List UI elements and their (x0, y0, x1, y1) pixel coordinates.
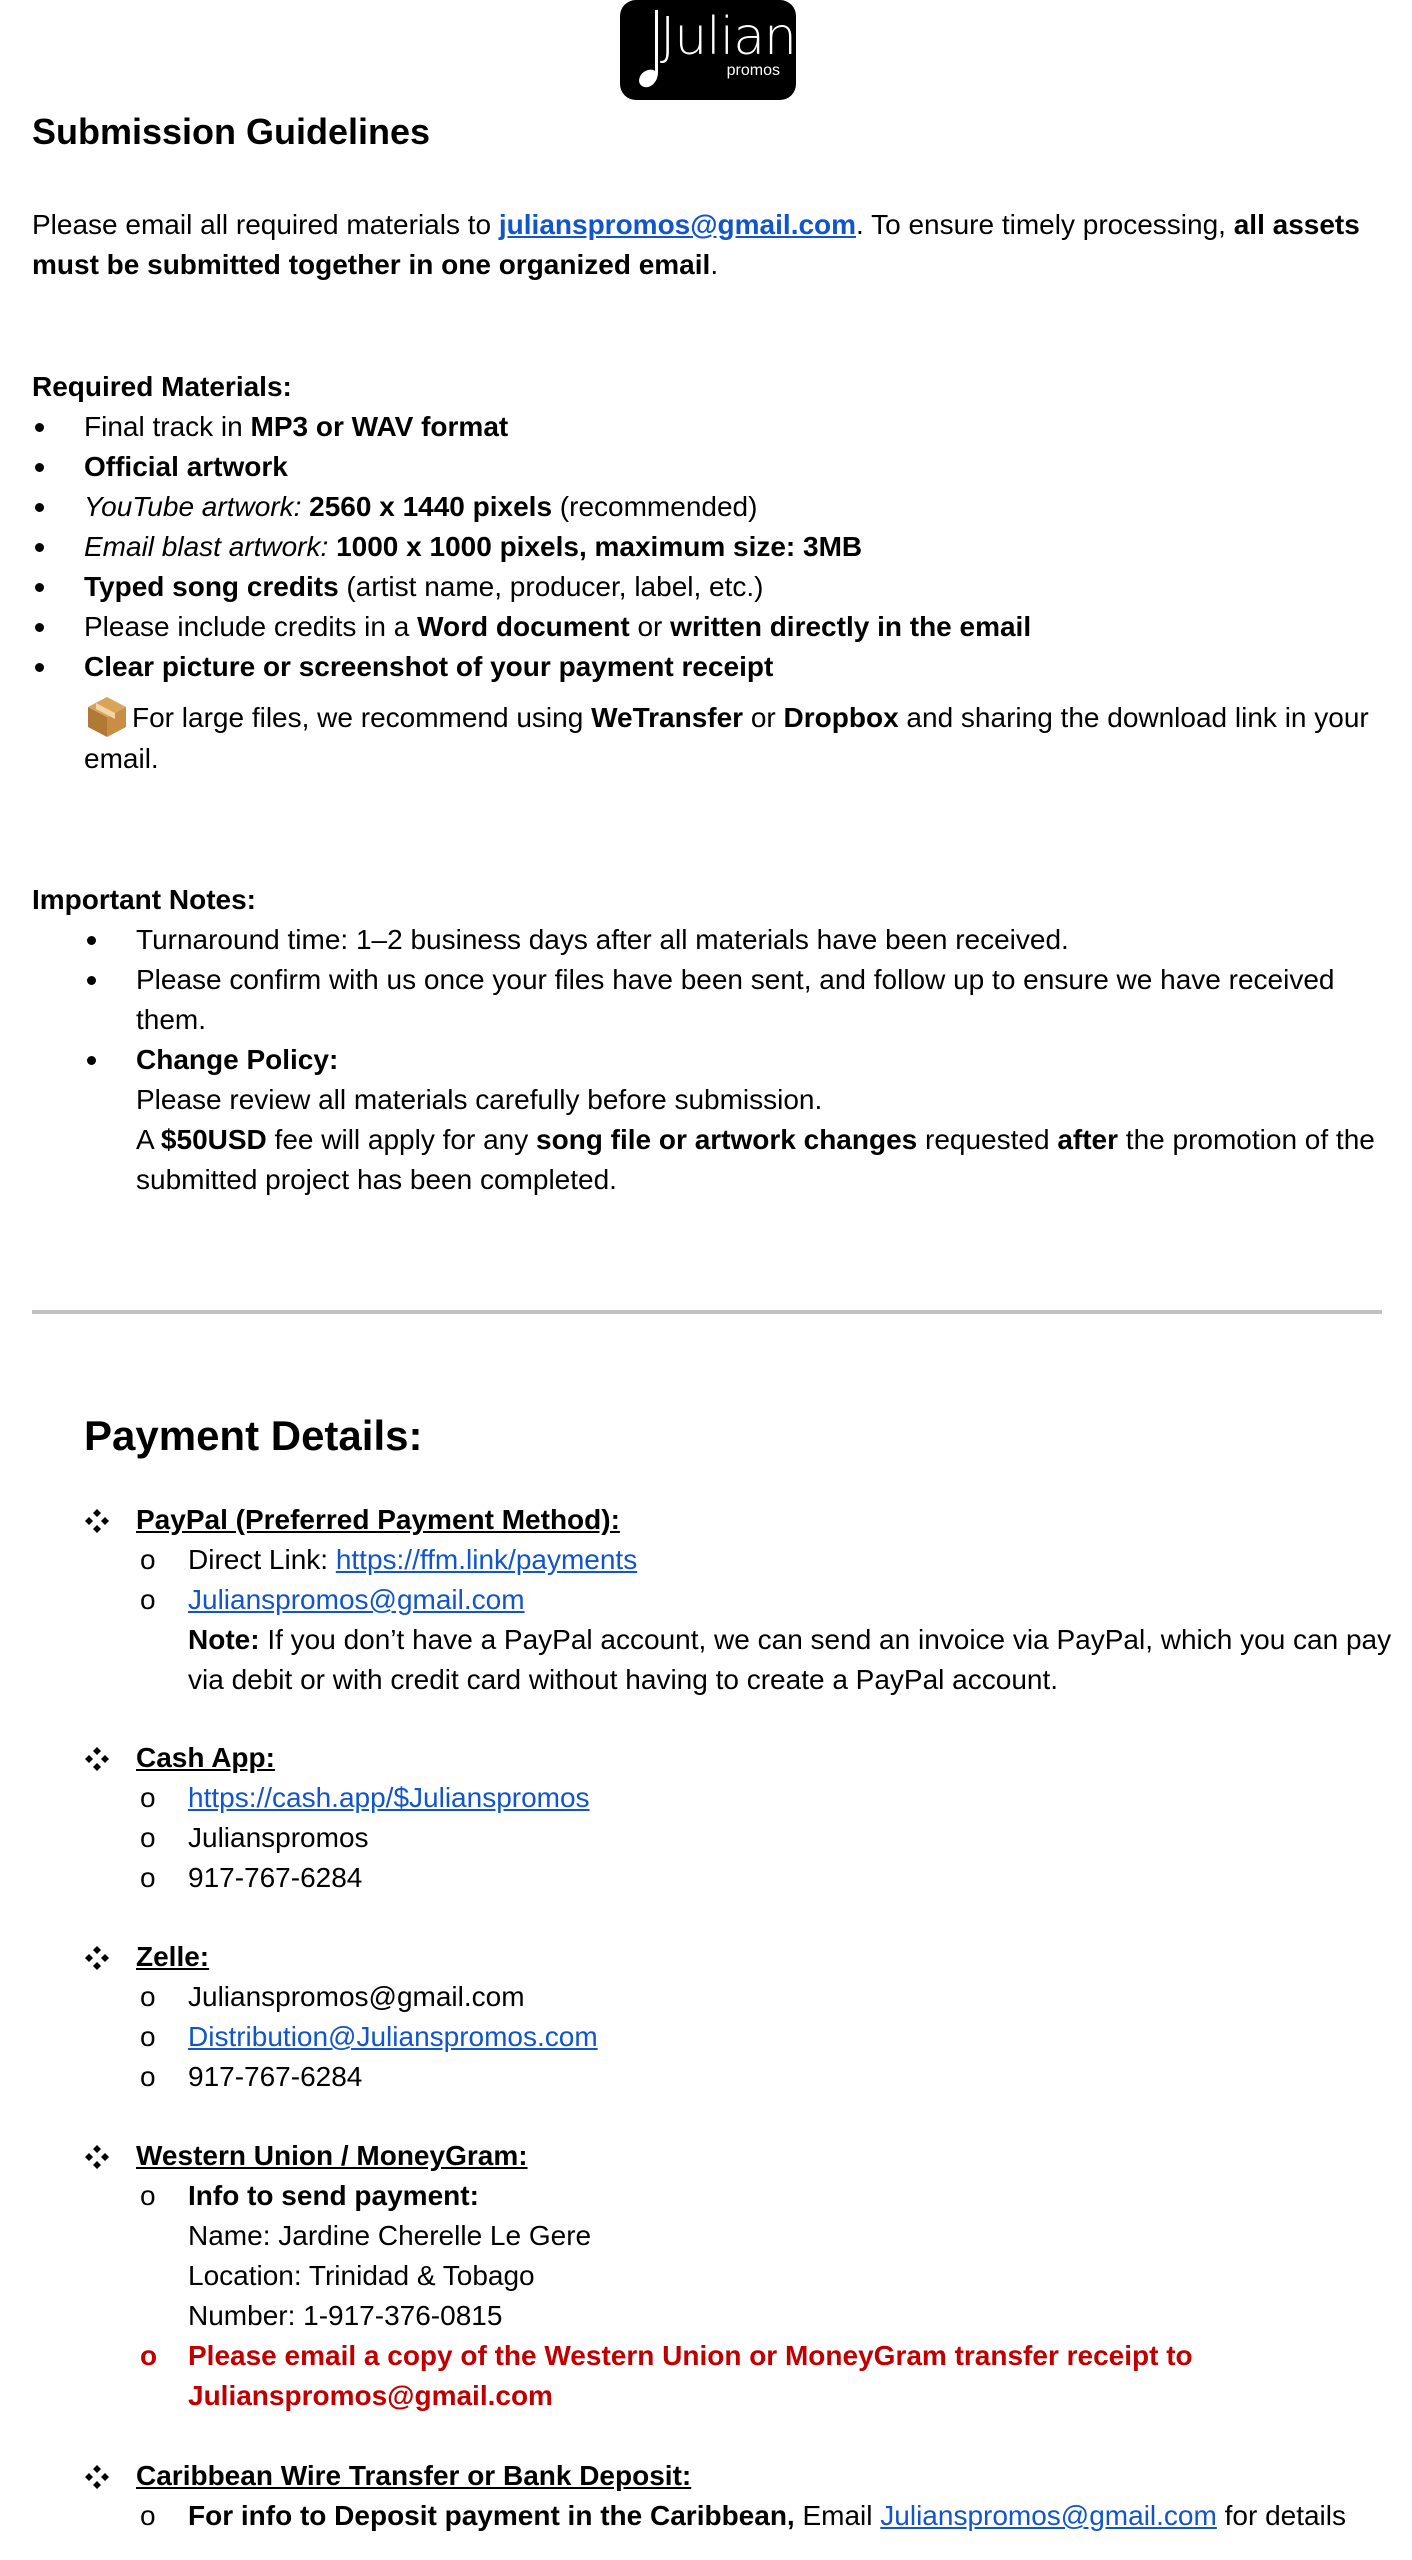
list-item: o Julianspromos@gmail.com (136, 1977, 1394, 2017)
caribbean-heading: Caribbean Wire Transfer or Bank Deposit: (84, 2456, 1394, 2496)
list-item: Typed song credits (artist name, producer, label, etc.) (32, 567, 1392, 607)
list-item: Clear picture or screenshot of your payment receipt (32, 647, 1392, 687)
wu-number: Number: 1-917-376-0815 (188, 2300, 503, 2331)
western-union-list (84, 2176, 1394, 2416)
list-item: Email blast artwork: 1000 x 1000 pixels, maximum size: 3MB (32, 527, 1392, 567)
paypal-section (84, 1500, 1394, 1700)
zelle-section (84, 1937, 1394, 2097)
zelle-list (84, 1977, 1394, 2097)
caribbean-list (84, 2496, 1394, 2536)
wu-name: Name: Jardine Cherelle Le Gere (188, 2220, 592, 2251)
change-policy-fee: A $50USD fee will apply for any song file or artwork changes requested after the promotion of the submitted project has been completed. (136, 1124, 1375, 1195)
payment-section (84, 1410, 1412, 1462)
list-item: o 917-767-6284 (136, 2057, 1394, 2097)
wu-info-label: o Info to send payment: (188, 2180, 479, 2211)
submission-intro (32, 205, 1392, 285)
list-item: Turnaround time: 1–2 business days after all materials have been received. (84, 920, 1392, 960)
western-union-section (84, 2136, 1394, 2416)
list-item: o 917-767-6284 (136, 1858, 1394, 1898)
list-item: o Julianspromos (136, 1818, 1394, 1858)
change-policy-title: Change Policy: (136, 1044, 339, 1075)
diamond-bullet-icon (84, 2464, 110, 2490)
list-item: Please confirm with us once your files have been sent, and follow up to ensure we have received them. (84, 960, 1392, 1040)
diamond-bullet-icon (84, 1945, 110, 1971)
list-item: Final track in MP3 or WAV format (32, 407, 1392, 447)
intro-text-2: . To ensure timely processing, (856, 209, 1234, 240)
list-item (84, 1040, 1392, 1200)
list-item: Please include credits in a Word document or written directly in the email (32, 607, 1392, 647)
wu-location: Location: Trinidad & Tobago (188, 2260, 535, 2291)
logo-subtext: promos (726, 62, 780, 79)
package-icon (84, 693, 130, 739)
wu-warning: o Please email a copy of the Western Union or MoneyGram transfer receipt to Julianspromos@gmail.com (136, 2336, 1394, 2416)
submission-title: Submission Guidelines (32, 111, 431, 152)
intro-bold-text: all assets must be submitted together in one organized email (32, 209, 1360, 280)
paypal-heading: PayPal (Preferred Payment Method): (84, 1500, 1394, 1540)
list-item (136, 1580, 1394, 1620)
caribbean-email-link[interactable]: Julianspromos@gmail.com (880, 2500, 1217, 2531)
paypal-direct-link[interactable]: https://ffm.link/payments (335, 1544, 638, 1575)
large-files-note: For large files, we recommend using WeTransfer or Dropbox and sharing the download link in your email. (32, 693, 1392, 779)
julians-promos-logo (620, 0, 823, 100)
diamond-bullet-icon (84, 1746, 110, 1772)
list-item (136, 2017, 1394, 2057)
intro-period: . (710, 249, 719, 280)
payment-title: Payment Details: (84, 1412, 423, 1459)
important-notes-section (32, 880, 1392, 1200)
required-materials-heading: Required Materials: (32, 371, 292, 402)
cashapp-section (84, 1738, 1394, 1898)
required-materials-list (32, 407, 1392, 687)
list-item (136, 1778, 1394, 1818)
zelle-email-link[interactable]: Distribution@Julianspromos.com (188, 2021, 598, 2052)
important-notes-heading: Important Notes: (32, 884, 256, 915)
cashapp-link[interactable]: https://cash.app/$Julianspromos (188, 1782, 590, 1813)
paypal-list (84, 1540, 1394, 1700)
zelle-heading: Zelle: (84, 1937, 1394, 1977)
diamond-bullet-icon (84, 1508, 110, 1534)
submission-email-link[interactable]: julianspromos@gmail.com (498, 209, 857, 240)
required-materials-section (32, 367, 1392, 779)
list-item: o Direct Link: https://ffm.link/payments (136, 1540, 1394, 1580)
paypal-email-link[interactable]: Julianspromos@gmail.com (188, 1584, 525, 1615)
diamond-bullet-icon (84, 2144, 110, 2170)
paypal-note: Note: If you don’t have a PayPal account, we can send an invoice via PayPal, which you can pay via debit or with credit card without having to create a PayPal account. (188, 1624, 1392, 1695)
logo-wordmark: Julians (660, 7, 823, 67)
submission-section (32, 110, 1392, 154)
intro-text: Please email all required materials to (32, 209, 499, 240)
list-item: YouTube artwork: 2560 x 1440 pixels (recommended) (32, 487, 1392, 527)
cashapp-heading: Cash App: (84, 1738, 1394, 1778)
change-policy-line: Please review all materials carefully before submission. (136, 1084, 823, 1115)
list-item: o For info to Deposit payment in the Caribbean, Email Julianspromos@gmail.com for details (136, 2496, 1394, 2536)
western-union-heading: Western Union / MoneyGram: (84, 2136, 1394, 2176)
section-divider (32, 1310, 1382, 1314)
caribbean-section (84, 2456, 1394, 2536)
cashapp-list (84, 1778, 1394, 1898)
list-item (136, 2176, 1394, 2336)
important-notes-list (32, 920, 1392, 1200)
list-item: Official artwork (32, 447, 1392, 487)
